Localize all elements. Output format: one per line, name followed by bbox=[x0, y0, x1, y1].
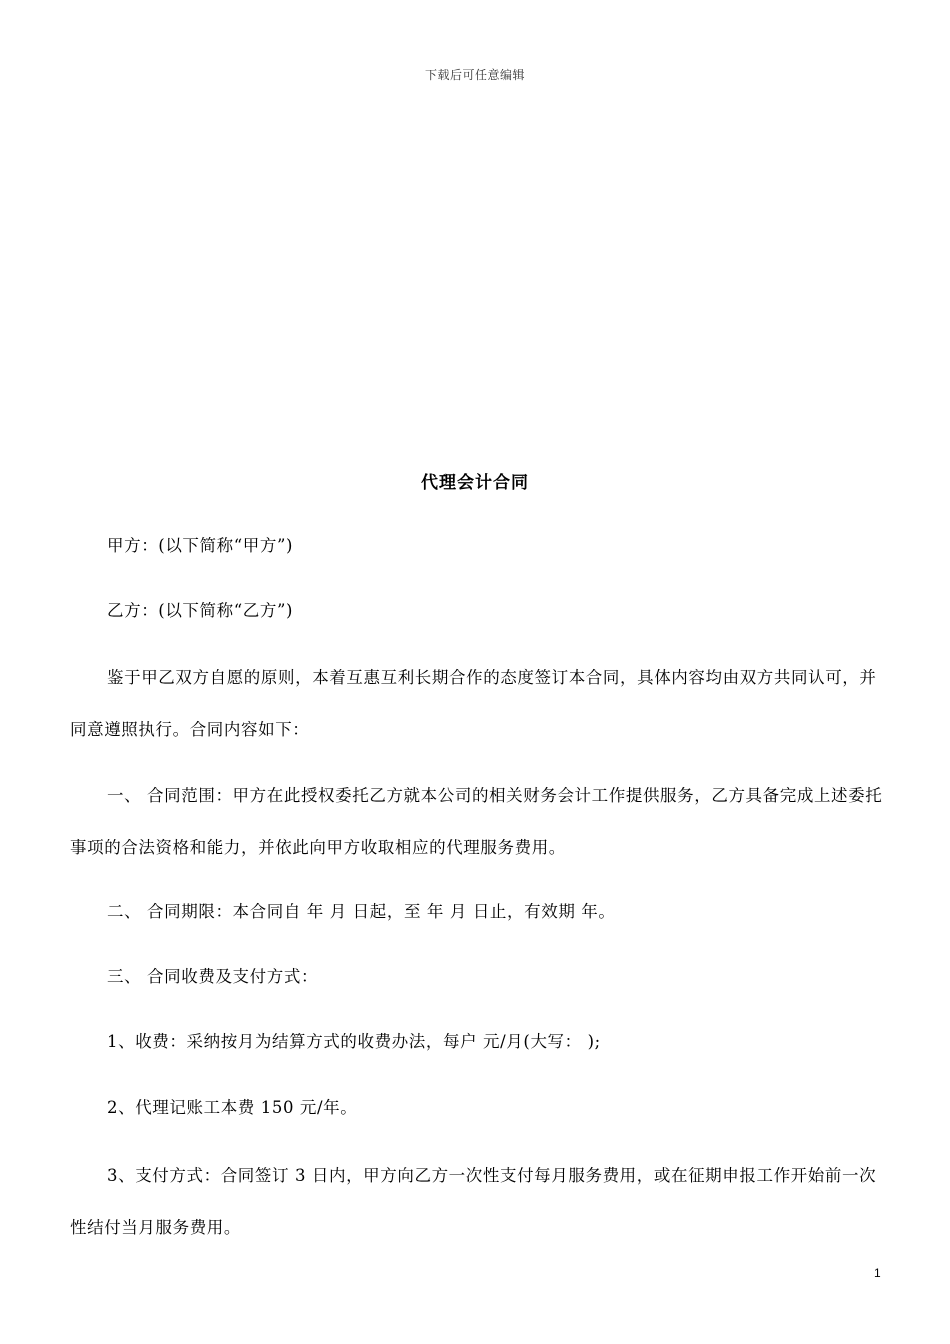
clause-term: 二、 合同期限：本合同自 年 月 日起，至 年 月 日止，有效期 年。 bbox=[107, 902, 616, 921]
item-bookkeeping-cost: 2、代理记账工本费 150 元/年。 bbox=[107, 1098, 358, 1117]
item-payment-method: 3、支付方式：合同签订 3 日内，甲方向乙方一次性支付每月服务费用，或在征期申报工作开始前一次性结付当月服务费用。 bbox=[70, 1166, 877, 1237]
clause-scope: 一、 合同范围：甲方在此授权委托乙方就本公司的相关财务会计工作提供服务，乙方具备完成上述委托事项的合法资格和能力，并依此向甲方收取相应的代理服务费用。 bbox=[70, 786, 883, 857]
header-note: 下载后可任意编辑 bbox=[424, 68, 525, 82]
clause-payment-heading: 三、 合同收费及支付方式： bbox=[107, 967, 319, 986]
document-title: 代理会计合同 bbox=[421, 473, 529, 493]
intro-paragraph: 鉴于甲乙双方自愿的原则，本着互惠互利长期合作的态度签订本合同，具体内容均由双方共同认可，并同意遵照执行。合同内容如下： bbox=[70, 668, 877, 739]
party-a-line: 甲方：(以下简称“甲方”) bbox=[107, 536, 294, 555]
party-b-line: 乙方：(以下简称“乙方”) bbox=[107, 601, 294, 620]
item-fee: 1、收费：采纳按月为结算方式的收费办法，每户 元/月(大写： ); bbox=[107, 1032, 601, 1051]
page-number: 1 bbox=[874, 1266, 881, 1280]
